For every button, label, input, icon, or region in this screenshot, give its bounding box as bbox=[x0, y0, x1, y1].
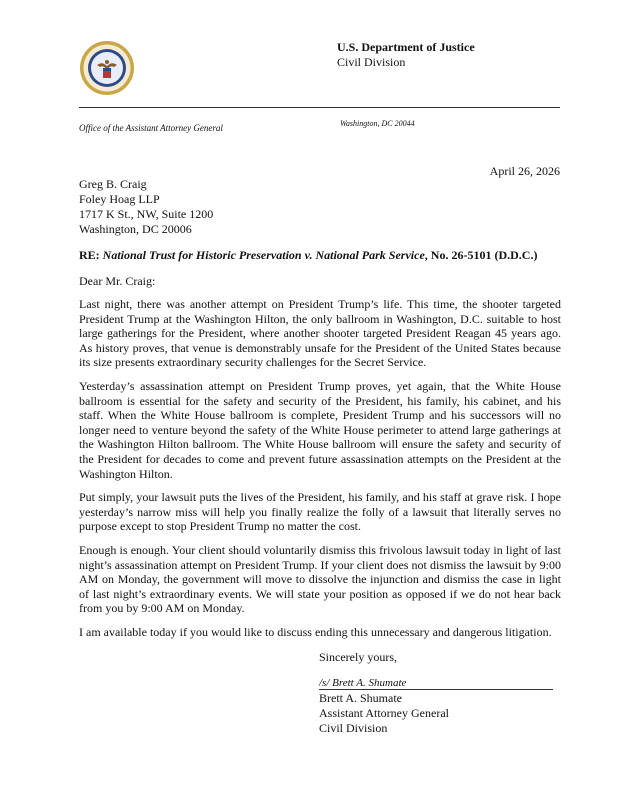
body-paragraph: Yesterday’s assassination attempt on President Trump proves, yet again, that the White House ballroom is essential for the safety and security of the President, his family, his cabinet, and his staff. When the White House ballroom is complete, President Trump and his successors will no longer need to venture beyond the safety of the White House perimeter to attend large gatherings at the Washington Hilton ballroom. The White House ballroom will ensure the safety and security of the President for decades to come and prevent future assassination attempts on the President at the Washington Hilton. bbox=[79, 378, 561, 481]
re-prefix: RE: bbox=[79, 248, 103, 262]
division-name: Civil Division bbox=[337, 55, 406, 69]
letter-date: April 26, 2026 bbox=[489, 164, 560, 178]
recipient-address bbox=[79, 177, 213, 237]
signer-name: Brett A. Shumate bbox=[319, 691, 402, 705]
recipient-street: 1717 K St., NW, Suite 1200 bbox=[79, 207, 214, 221]
recipient-city: Washington, DC 20006 bbox=[79, 222, 192, 236]
recipient-name: Greg B. Craig bbox=[79, 177, 147, 191]
doj-seal-icon bbox=[79, 40, 135, 96]
signature-line bbox=[319, 689, 553, 690]
signer-division: Civil Division bbox=[319, 721, 388, 735]
body-paragraph: Enough is enough. Your client should voluntarily dismiss this frivolous lawsuit today in light of last night’s assassination attempt on President Trump. If your client does not dismiss the lawsuit by 9:00 AM on Monday, the government will move to dissolve the injunction and dismiss the case in light of last night’s extraordinary events. We will state your position as opposed if we do not hear back from you by 9:00 AM on Monday. bbox=[79, 542, 561, 616]
re-line bbox=[79, 248, 564, 263]
office-name: Office of the Assistant Attorney General bbox=[79, 123, 223, 133]
signer-title: Assistant Attorney General bbox=[319, 706, 449, 720]
agency-block bbox=[337, 40, 475, 70]
letterhead-rule bbox=[79, 107, 560, 108]
office-location: Washington, DC 20044 bbox=[340, 119, 415, 128]
electronic-signature: /s/ Brett A. Shumate bbox=[319, 677, 407, 689]
body-paragraph: Last night, there was another attempt on President Trump’s life. This time, the shooter targeted President Trump at the Washington Hilton, the only ballroom in Washington, D.C. suitable to host large gatherings for the President, where another shooter targeted President Reagan 45 years ago. As history proves, that venue is demonstrably unsafe for the President of the United States because its size presents extraordinary security challenges for the Secret Service. bbox=[79, 297, 561, 370]
body-paragraph: Put simply, your lawsuit puts the lives of the President, his family, and his staff at grave risk. I hope yesterday’s narrow miss will help you finally realize the folly of a lawsuit that literally serves no purpose except to stop President Trump no matter the cost. bbox=[79, 490, 561, 534]
salutation: Dear Mr. Craig: bbox=[79, 274, 156, 288]
signer-block bbox=[319, 691, 449, 736]
recipient-firm: Foley Hoag LLP bbox=[79, 192, 160, 206]
re-case-name: National Trust for Historic Preservation v. National Park Service bbox=[102, 248, 425, 262]
letter-body bbox=[79, 297, 561, 648]
closing: Sincerely yours, bbox=[319, 650, 397, 664]
body-paragraph: I am available today if you would like to discuss ending this unnecessary and dangerous litigation. bbox=[79, 624, 552, 639]
re-case-number: , No. 26-5101 (D.D.C.) bbox=[424, 248, 538, 262]
department-name: U.S. Department of Justice bbox=[337, 40, 475, 54]
